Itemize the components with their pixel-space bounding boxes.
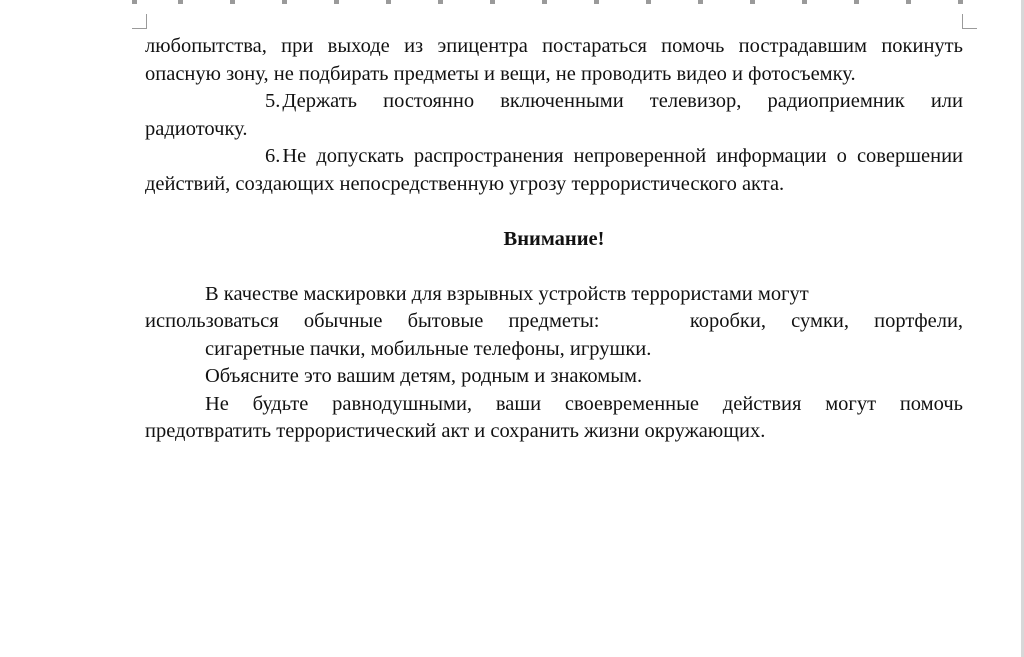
line: Не будьте равнодушными, ваши своевременные действия могут помочь xyxy=(205,392,963,415)
line: Держать постоянно включенными телевизор, радиоприемник или xyxy=(282,90,963,112)
line: террористического акта. xyxy=(571,172,785,195)
list-item-6 xyxy=(145,143,963,198)
ruler-tick xyxy=(386,0,391,4)
line-end: коробки, сумки, портфели, xyxy=(689,310,964,332)
ruler-tick xyxy=(802,0,807,4)
line-start: использоваться обычные бытовые предметы: xyxy=(145,310,600,332)
ruler-tick xyxy=(334,0,339,4)
camouflage-line-3: сигаретные пачки, мобильные телефоны, игрушки. xyxy=(205,337,652,360)
line: любопытства, при выходе из эпицентра постараться помочь пострадавшим xyxy=(145,35,867,57)
camouflage-paragraph xyxy=(145,281,963,309)
list-number: 5. xyxy=(265,90,281,112)
blank-line xyxy=(145,253,963,281)
list-item-5 xyxy=(145,88,963,143)
warning-heading: Внимание! xyxy=(503,227,605,250)
blank-line xyxy=(145,198,963,226)
line: фотосъемку. xyxy=(748,62,856,85)
ruler-tick xyxy=(490,0,495,4)
ruler-tick xyxy=(542,0,547,4)
line: покинуть опасную зону, не подбирать предметы и вещи, не проводить видео и xyxy=(145,35,963,85)
margin-corner-right xyxy=(962,14,977,29)
paragraph-continued xyxy=(145,33,963,88)
indifferent-paragraph xyxy=(145,391,963,446)
ruler-tick xyxy=(282,0,287,4)
line: совершении действий, создающих непосредственную угрозу xyxy=(145,145,964,195)
ruler-tick xyxy=(698,0,703,4)
document-body xyxy=(145,33,963,446)
ruler-tick xyxy=(854,0,859,4)
line: Не допускать распространения непроверенной информации о xyxy=(282,145,847,167)
ruler-tick xyxy=(132,0,137,4)
line: радиоточку. xyxy=(145,117,248,140)
ruler-tick xyxy=(230,0,235,4)
line: предотвратить террористический акт и сохранить жизни окружающих. xyxy=(145,420,766,442)
page-top-marker-strip xyxy=(0,0,1024,5)
explain-paragraph: Объясните это вашим детям, родным и знакомым. xyxy=(205,365,643,387)
ruler-tick xyxy=(178,0,183,4)
ruler-tick xyxy=(750,0,755,4)
camouflage-line-2 xyxy=(145,308,963,336)
line: В качестве маскировки для взрывных устройств террористами могут xyxy=(205,282,809,305)
ruler-tick xyxy=(906,0,911,4)
ruler-tick xyxy=(958,0,963,4)
list-number: 6. xyxy=(265,145,281,167)
ruler-tick xyxy=(594,0,599,4)
ruler-tick xyxy=(438,0,443,4)
ruler-tick xyxy=(646,0,651,4)
margin-corner-left xyxy=(132,14,147,29)
